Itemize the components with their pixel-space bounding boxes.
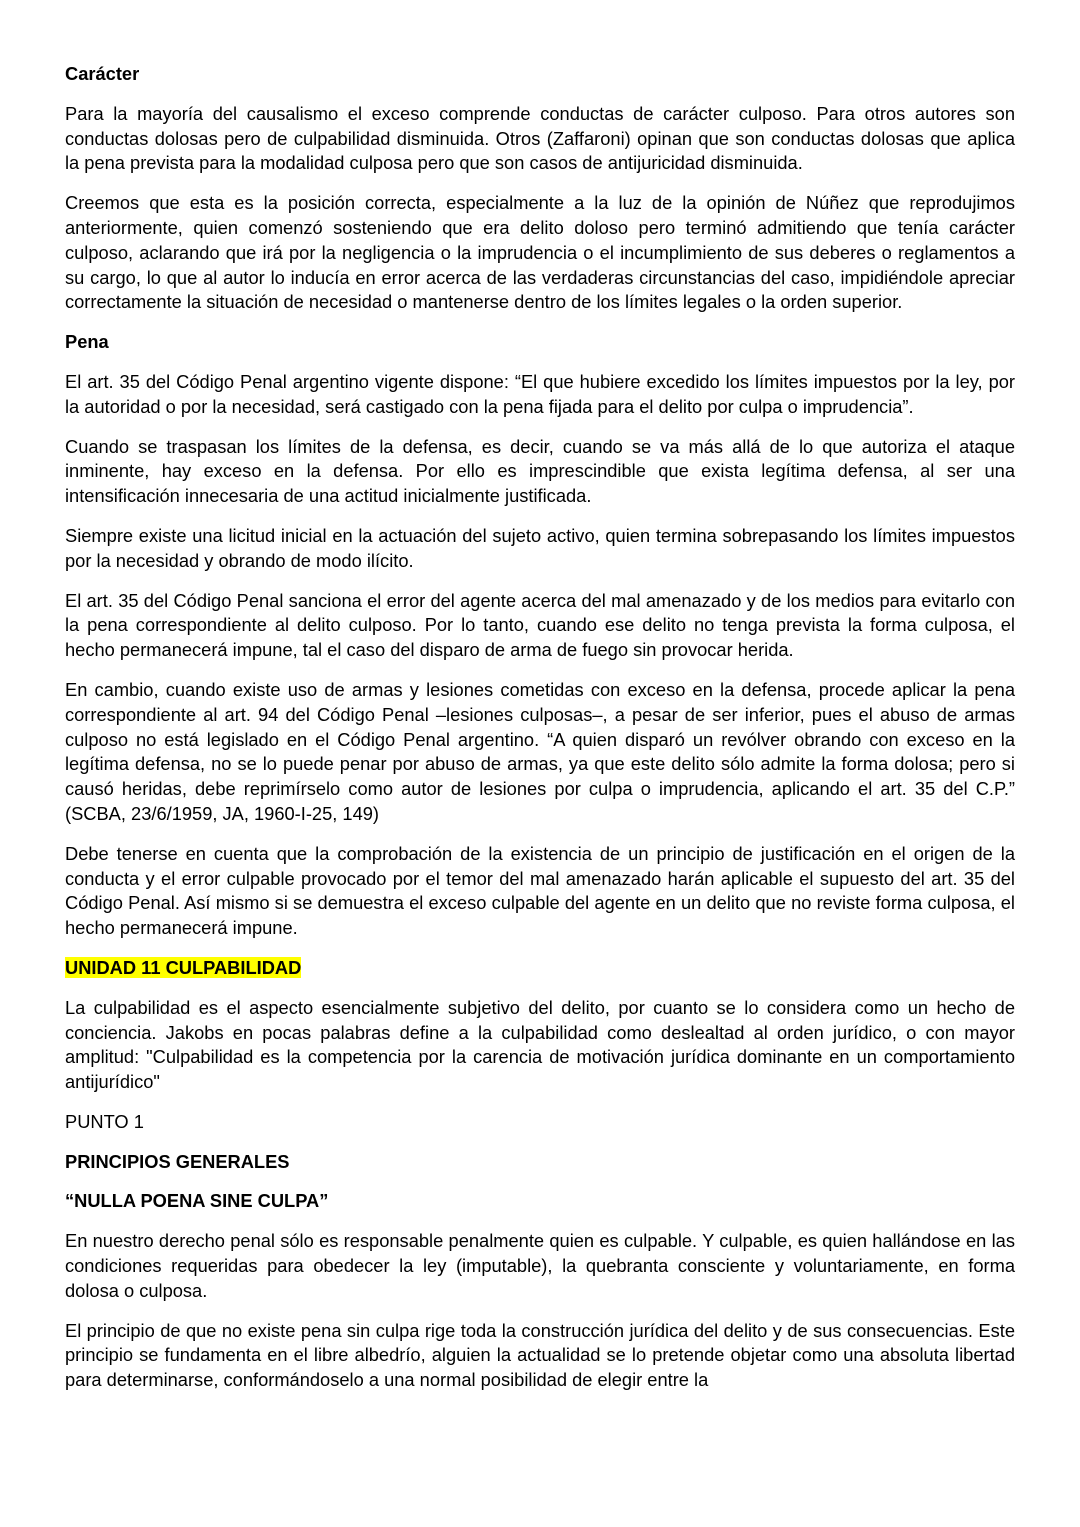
heading-pena: Pena xyxy=(65,331,109,353)
heading-unidad: UNIDAD 11 CULPABILIDAD xyxy=(65,956,302,978)
heading-punto: PUNTO 1 xyxy=(65,1110,144,1132)
document-page xyxy=(65,62,1015,1408)
paragraph-2: Creemos que esta es la posición correcta, especialmente a la luz de la opinión de Núñez que reprodujimos anteriormente, quien comenzó sosteniendo que era delito doloso pero terminó admitiendo que tenía carácter culposo, aclarando que irá por la negligencia o la imprudencia o el incumplimiento de sus deberes o reglamentos a su cargo, lo que al autor lo inducía en error acerca de las verdaderas circunstancias del caso, impidiéndole apreciar correctamente la situación de necesidad o mantenerse dentro de los límites legales o la orden superior. xyxy=(65,192,1015,313)
paragraph-8: Debe tenerse en cuenta que la comprobación de la existencia de un principio de justificación en el origen de la conducta y el error culpable provocado por el temor del mal amenazado harán aplicable el supuesto del art. 35 del Código Penal. Así mismo si se demuestra el exceso culpable del agente en un delito que no reviste forma culposa, el hecho permanecerá impune. xyxy=(65,842,1015,939)
paragraph-9: La culpabilidad es el aspecto esencialmente subjetivo del delito, por cuanto se lo considera como un hecho de conciencia. Jakobs en pocas palabras define a la culpabilidad como deslealtad al orden jurídico, o con mayor amplitud: "Culpabilidad es la competencia por la carencia de motivación jurídica dominante en un comportamiento antijurídico" xyxy=(65,996,1015,1093)
paragraph-5: Siempre existe una licitud inicial en la actuación del sujeto activo, quien termina sobrepasando los límites impuestos por la necesidad y obrando de modo ilícito. xyxy=(65,524,1015,571)
paragraph-6: El art. 35 del Código Penal sanciona el error del agente acerca del mal amenazado y de los medios para evitarlo con la pena correspondiente al delito culposo. Por lo tanto, cuando ese delito no tenga prevista la forma culposa, el hecho permanecerá impune, tal el caso del disparo de arma de fuego sin provocar herida. xyxy=(65,589,1015,661)
paragraph-7: En cambio, cuando existe uso de armas y lesiones cometidas con exceso en la defensa, procede aplicar la pena correspondiente al art. 94 del Código Penal –lesiones culposas–, a pesar de ser inferior, pues el abuso de armas culposo no está legislado en el Código Penal argentino. “A quien disparó un revólver obrando con exceso en la legítima defensa, no se lo puede penar por abuso de armas, ya que este delito sólo admite la forma dolosa; pero si causó heridas, debe reprimírselo como autor de lesiones por culpa o imprudencia, aplicando el art. 35 del C.P.” (SCBA, 23/6/1959, JA, 1960-I-25, 149) xyxy=(65,678,1015,824)
paragraph-4: Cuando se traspasan los límites de la defensa, es decir, cuando se va más allá de lo que autoriza el ataque inminente, hay exceso en la defensa. Por ello es imprescindible que exista legítima defensa, al ser una intensificación innecesaria de una actitud inicialmente justificada. xyxy=(65,435,1015,507)
paragraph-10: En nuestro derecho penal sólo es responsable penalmente quien es culpable. Y culpable, es quien hallándose en las condiciones requeridas para obedecer la ley (imputable), la quebranta consciente y voluntariamente, en forma dolosa o culposa. xyxy=(65,1230,1015,1301)
paragraph-11: El principio de que no existe pena sin culpa rige toda la construcción jurídica del delito y de sus consecuencias. Este principio se fundamenta en el libre albedrío, alguien la actualidad se lo pretende objetar como una absoluta libertad para determinarse, conformándoselo a una normal posibilidad de elegir entre la xyxy=(65,1319,1015,1391)
heading-principios: PRINCIPIOS GENERALES xyxy=(65,1150,290,1172)
heading-nulla: “NULLA POENA SINE CULPA” xyxy=(65,1190,329,1212)
paragraph-3: El art. 35 del Código Penal argentino vigente dispone: “El que hubiere excedido los límites impuestos por la ley, por la autoridad o por la necesidad, será castigado con la pena fijada para el delito por culpa o imprudencia”. xyxy=(65,370,1015,417)
heading-unidad-container xyxy=(65,956,1015,981)
paragraph-1: Para la mayoría del causalismo el exceso comprende conductas de carácter culposo. Para otros autores son conductas dolosas pero de culpabilidad disminuida. Otros (Zaffaroni) opinan que son conductas dolosas que aplica la pena prevista para la modalidad culposa pero que son casos de antijuricidad disminuida. xyxy=(65,102,1015,174)
heading-caracter: Carácter xyxy=(65,63,140,84)
